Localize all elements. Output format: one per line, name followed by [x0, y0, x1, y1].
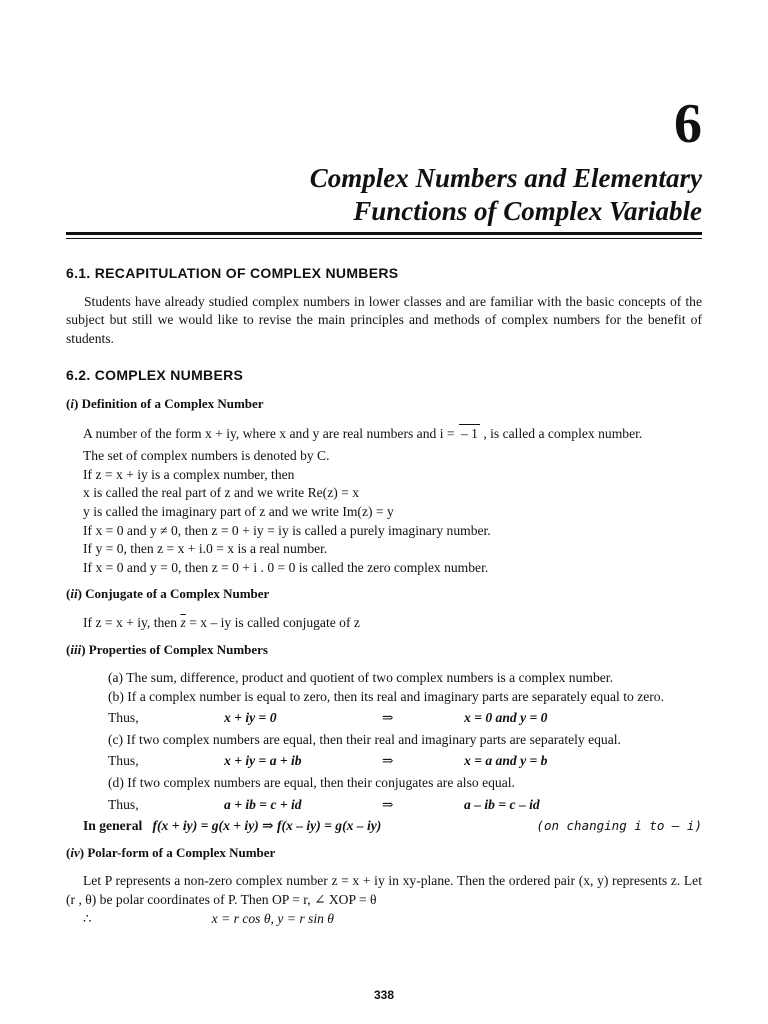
- definition-line: If x = 0 and y = 0, then z = 0 + i . 0 = 0 is called the zero complex number.: [83, 559, 489, 575]
- definition-line-1: A number of the form x + iy, where x and y are real numbers and i = – 1 , is called a complex number.: [66, 424, 702, 444]
- general-equation-row: [66, 817, 702, 836]
- equation-row-b: Thus, x + iy = 0 ⇒ x = 0 and y = 0: [108, 710, 548, 726]
- section-6-2-heading: 6.2. COMPLEX NUMBERS: [66, 367, 244, 384]
- properties-subheading: (iii) Properties of Complex Numbers: [66, 641, 268, 657]
- property-a: (a) The sum, difference, product and quotient of two complex numbers is a complex number.: [108, 670, 613, 686]
- chapter-number: 6: [674, 93, 702, 155]
- polar-equation-line: ∴ x = r cos θ, y = r sin θ: [83, 910, 334, 926]
- title-rule-thick: [66, 232, 702, 235]
- chapter-title-line1: Complex Numbers and Elementary: [309, 163, 702, 193]
- square-root: – 1: [459, 424, 480, 444]
- title-rule-thin: [66, 238, 702, 239]
- general-label: In general: [83, 818, 143, 834]
- definition-line: If z = x + iy is a complex number, then: [83, 466, 295, 482]
- equation-row-c: Thus, x + iy = a + ib ⇒ x = a and y = b: [108, 753, 548, 769]
- definition-subheading: (i) Definition of a Complex Number: [66, 395, 264, 411]
- polar-paragraph: Let P represents a non-zero complex number z = x + iy in xy-plane. Then the ordered pair (x, y) represents z. Let (r , θ) be polar coordinates of P. Then OP = r, ∠ XOP = θ: [66, 873, 702, 908]
- conjugate-line: If z = x + iy, then $\overline{z} = x$ – iy is called conjugate of z: [83, 614, 360, 630]
- definition-line: If x = 0 and y ≠ 0, then z = 0 + iy = iy is called a purely imaginary number.: [83, 522, 491, 538]
- property-d: (d) If two complex numbers are equal, then their conjugates are also equal.: [108, 775, 515, 791]
- chapter-title: [102, 162, 702, 228]
- definition-line: x is called the real part of z and we write Re(z) = x: [83, 485, 360, 501]
- page-content: [66, 264, 702, 928]
- definition-line: The set of complex numbers is denoted by C.: [83, 448, 330, 464]
- definition-line: y is called the imaginary part of z and we write Im(z) = y: [83, 503, 394, 519]
- general-note: (on changing i to – i): [536, 818, 702, 834]
- equation-row-d: Thus, a + ib = c + id ⇒ a – ib = c – id: [108, 796, 540, 812]
- property-c: (c) If two complex numbers are equal, then their real and imaginary parts are separately equal.: [108, 731, 621, 747]
- section-6-1-paragraph: Students have already studied complex numbers in lower classes and are familiar with the basic concepts of the subject but still we would like to revise the main principles and methods of complex numbers for the benefit of students.: [66, 293, 702, 346]
- general-equation: f(x + iy) = g(x + iy) ⇒ f(x – iy) = g(x – iy): [152, 818, 382, 834]
- property-b: (b) If a complex number is equal to zero, then its real and imaginary parts are separately equal to zero.: [108, 688, 664, 704]
- chapter-title-line2: Functions of Complex Variable: [353, 196, 702, 226]
- polar-subheading: (iv) Polar-form of a Complex Number: [66, 844, 276, 860]
- section-6-1-heading: 6.1. RECAPITULATION OF COMPLEX NUMBERS: [66, 265, 399, 281]
- definition-line: If y = 0, then z = x + i.0 = x is a real number.: [83, 541, 328, 557]
- page-number: 338: [373, 988, 395, 1002]
- z-bar: $\overline{z}$: [180, 614, 186, 630]
- conjugate-subheading: (ii) Conjugate of a Complex Number: [66, 586, 270, 602]
